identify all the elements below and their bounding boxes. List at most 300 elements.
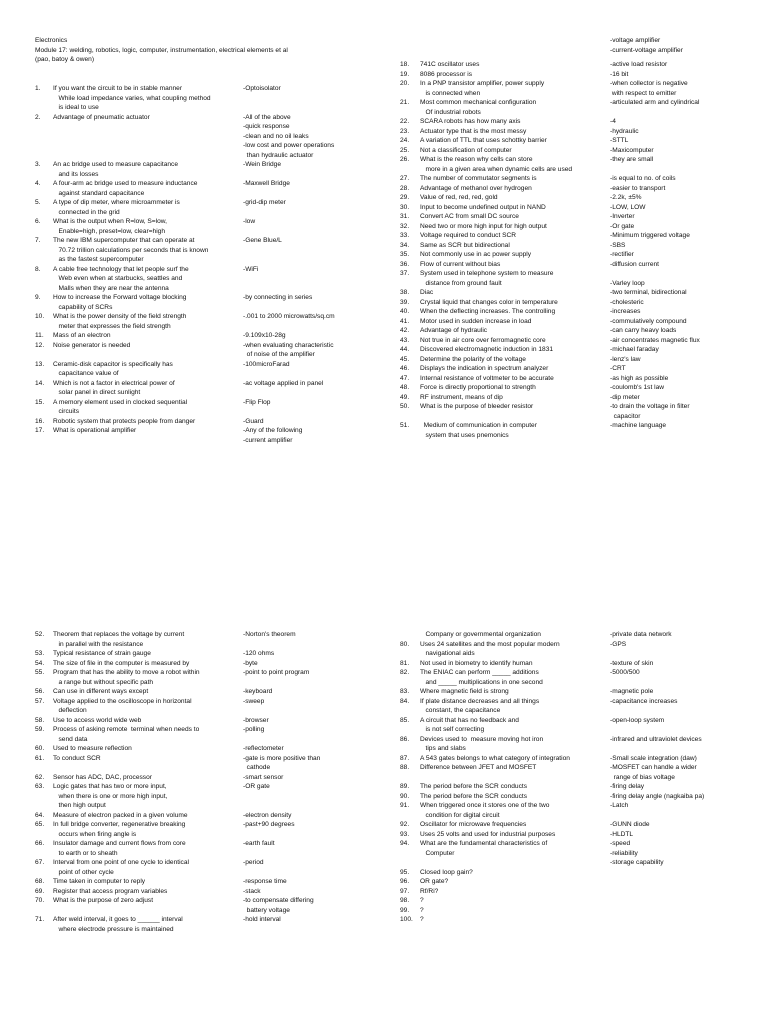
question-text: Use to access world wide web <box>53 716 142 724</box>
question-line <box>35 754 375 764</box>
question-text: The number of commutator segments is <box>420 175 537 182</box>
question-number: 33. <box>400 232 410 239</box>
answer-text: -All of the above <box>243 113 291 121</box>
question-text: How to increase the Forward voltage blocking <box>53 294 187 301</box>
answer-text: -Any of the following <box>243 427 303 434</box>
question-line <box>35 236 375 246</box>
question-line <box>35 735 375 745</box>
question-line <box>35 312 375 322</box>
question-number: 22. <box>400 118 410 125</box>
question-text: Oscillator for microwave frequencies <box>420 821 527 828</box>
question-line <box>35 341 375 351</box>
question-line <box>400 649 760 659</box>
question-text: Measure of electron packed in a given volume <box>53 811 188 819</box>
question-line <box>400 298 760 308</box>
question-line <box>400 630 760 640</box>
question-text: What is operational amplifier <box>53 427 137 434</box>
question-number: 57. <box>35 697 45 705</box>
question-text: Enable=high, preset=low, clear=high <box>53 227 165 235</box>
question-line <box>35 360 375 370</box>
question-line <box>400 60 760 70</box>
answer-text: -Wein Bridge <box>243 161 281 168</box>
question-line <box>400 108 760 118</box>
question-text: SCARA robots has how many axis <box>420 118 521 125</box>
answer-text: of noise of the amplifier <box>243 351 315 358</box>
question-number: 25. <box>400 146 410 154</box>
question-number: 51. <box>400 422 410 429</box>
answer-text: -active load resistor <box>610 61 668 68</box>
question-line <box>35 716 375 726</box>
question-text: Theorem that replaces the voltage by current <box>53 631 185 638</box>
question-number: 88. <box>400 764 410 771</box>
question-text: Process of asking remote terminal when needs to <box>53 726 200 733</box>
question-line <box>35 122 375 132</box>
answer-text: -Small scale integration (daw) <box>610 754 697 762</box>
question-text: What is the power density of the field strength <box>53 313 187 320</box>
question-line <box>35 792 375 802</box>
question-line <box>400 79 760 89</box>
question-number: 15. <box>35 398 45 406</box>
answer-text: -polling <box>243 726 265 733</box>
question-text: ? <box>420 906 424 914</box>
question-line <box>400 906 760 916</box>
question-line <box>400 155 760 165</box>
question-number: 7. <box>35 237 41 244</box>
question-number: 100. <box>400 916 413 923</box>
question-number: 9. <box>35 294 41 301</box>
question-text: When triggered once it stores one of the two <box>420 802 550 809</box>
question-text: A memory element used in clocked sequential <box>53 398 188 406</box>
answer-text: -STTL <box>610 137 629 144</box>
question-text: Medium of communication in computer <box>420 422 537 429</box>
question-line <box>400 345 760 355</box>
question-text: point of other cycle <box>53 868 114 876</box>
question-line <box>35 868 375 878</box>
question-number: 49. <box>400 393 410 401</box>
answer-text: -machine language <box>610 422 667 429</box>
question-line <box>400 697 760 707</box>
question-text: Interval from one point of one cycle to identical <box>53 859 189 866</box>
question-line <box>400 792 760 802</box>
question-text: A circuit that has no feedback and <box>420 716 519 724</box>
question-text: meter that expresses the field strength <box>53 322 171 330</box>
question-number: 34. <box>400 241 410 249</box>
answer-text: -speed <box>610 840 631 847</box>
question-line <box>35 170 375 180</box>
question-number: 32. <box>400 222 410 230</box>
question-line <box>400 431 760 441</box>
question-line <box>35 217 375 227</box>
question-line <box>400 355 760 365</box>
question-line <box>35 293 375 303</box>
question-line <box>400 174 760 184</box>
answer-text: -stack <box>243 887 261 895</box>
question-line <box>400 317 760 327</box>
question-number: 36. <box>400 260 410 268</box>
question-line <box>400 241 760 251</box>
question-number: 61. <box>35 754 45 762</box>
answer-text: -Varley loop <box>610 279 645 287</box>
answer-text: -low cost and power operations <box>243 142 335 149</box>
question-line <box>400 659 760 669</box>
question-number: 24. <box>400 137 410 144</box>
question-line <box>400 725 760 735</box>
question-number: 6. <box>35 218 41 225</box>
top-right-answer: -current-voltage amplifier <box>610 47 683 54</box>
question-text: navigational aids <box>420 650 475 657</box>
question-number: 60. <box>35 745 45 752</box>
question-line <box>400 231 760 241</box>
answer-text: -CRT <box>610 365 626 372</box>
answer-text: than hydraulic actuator <box>243 151 314 159</box>
question-text: distance from ground fault <box>420 279 502 287</box>
question-text: A four-arm ac bridge used to measure inductance <box>53 180 198 187</box>
question-line <box>400 687 760 697</box>
question-text: Not true in air core over ferromagnetic core <box>420 336 546 344</box>
question-line <box>35 265 375 275</box>
question-number: 11. <box>35 332 44 339</box>
question-number: 12. <box>35 341 45 349</box>
question-text: Advantage of pneumatic actuator <box>53 113 150 121</box>
question-text: tips and slabs <box>420 745 466 752</box>
question-number: 29. <box>400 194 410 201</box>
question-number: 38. <box>400 289 410 296</box>
answer-text: -private data network <box>610 631 672 638</box>
question-text: Web even when at starbucks, seattles and <box>53 275 183 282</box>
question-text: In full bridge converter, regenerative breaking <box>53 821 186 828</box>
question-line <box>35 887 375 897</box>
answer-text: -two terminal, bidirectional <box>610 289 687 296</box>
answer-text: -HLDTL <box>610 830 634 838</box>
answer-text: -Maxwell Bridge <box>243 180 290 187</box>
question-line <box>35 630 375 640</box>
question-text: Robotic system that protects people from danger <box>53 417 196 425</box>
question-line <box>400 849 760 859</box>
question-text: occurs when firing angle is <box>53 830 137 838</box>
question-text: Company or governmental organization <box>420 631 541 638</box>
question-text: Difference between JFET and MOSFET <box>420 764 537 771</box>
question-line <box>35 84 375 94</box>
question-line <box>35 322 375 332</box>
answer-text: -current amplifier <box>243 436 293 444</box>
question-text: OR gate? <box>420 878 449 885</box>
answer-text: -Maxicomputer <box>610 146 654 154</box>
question-number: 63. <box>35 783 45 790</box>
answer-text: -120 ohms <box>243 650 275 657</box>
question-text: Mass of an electron <box>53 332 111 339</box>
question-line <box>35 725 375 735</box>
answer-text: -smart sensor <box>243 773 284 781</box>
question-number: 71. <box>35 916 45 923</box>
question-line <box>400 735 760 745</box>
question-line <box>35 274 375 284</box>
answer-text: capacitor <box>610 412 641 420</box>
answer-text: -open-loop system <box>610 716 665 724</box>
question-line <box>35 640 375 650</box>
question-number: 30. <box>400 203 410 211</box>
question-text: Discovered electromagnetic induction in 1831 <box>420 346 554 353</box>
question-line <box>400 412 760 422</box>
answer-text: -ac voltage applied in panel <box>243 379 324 387</box>
answer-text: -when collector is negative <box>610 80 688 87</box>
question-text: Uses 24 satellites and the most popular modern <box>420 640 560 648</box>
answer-text: -as high as possible <box>610 374 669 382</box>
question-text: when there is one or more high input, <box>53 792 168 800</box>
question-number: 58. <box>35 716 45 724</box>
question-line <box>35 303 375 313</box>
answer-text: -lenz's law <box>610 355 641 363</box>
answer-text: -GUNN diode <box>610 821 650 828</box>
question-text: Typical resistance of strain gauge <box>53 650 151 657</box>
question-line <box>35 668 375 678</box>
question-number: 28. <box>400 184 410 192</box>
question-text: Used to measure reflection <box>53 745 132 752</box>
question-number: 16. <box>35 417 45 425</box>
column-bottom-left <box>35 630 375 934</box>
question-text: Which is not a factor in electrical power of <box>53 379 175 387</box>
question-line <box>35 208 375 218</box>
question-line <box>35 398 375 408</box>
question-number: 19. <box>400 70 410 78</box>
question-line <box>400 193 760 203</box>
question-text: The period before the SCR conducts <box>420 783 528 790</box>
question-text: send data <box>53 735 88 743</box>
question-line <box>400 165 760 175</box>
question-number: 83. <box>400 688 410 695</box>
question-line <box>35 697 375 707</box>
question-line <box>400 820 760 830</box>
question-number: 41. <box>400 317 410 325</box>
answer-text: -articulated arm and cylindrical <box>610 99 700 106</box>
question-line <box>35 284 375 294</box>
question-line <box>400 136 760 146</box>
question-text: constant, the capacitance <box>420 707 501 714</box>
question-text: Computer <box>420 849 455 857</box>
question-line <box>400 782 760 792</box>
question-line <box>400 754 760 764</box>
question-text: Not used in biometry to identify human <box>420 659 533 667</box>
question-line <box>400 858 760 868</box>
question-text: A 543 gates belongs to what category of integration <box>420 754 570 762</box>
question-line <box>35 763 375 773</box>
question-text: Malls when they are near the antenna <box>53 284 169 292</box>
question-text: is ideal to use <box>53 104 99 111</box>
question-text: in parallel with the resistance <box>53 640 144 648</box>
question-text: In a PNP transistor amplifier, power supply <box>420 80 545 87</box>
question-number: 13. <box>35 360 45 368</box>
question-number: 67. <box>35 859 45 866</box>
answer-text: -Guard <box>243 417 264 425</box>
answer-text: -cholesteric <box>610 298 644 306</box>
question-text: The period before the SCR conducts <box>420 792 528 800</box>
answer-text: -to compensate differing <box>243 897 314 904</box>
question-text: System used in telephone system to measure <box>420 270 554 277</box>
question-text: Register that access program variables <box>53 887 168 895</box>
question-text: Voltage applied to the oscilloscope in horizontal <box>53 697 192 705</box>
answer-text: cathode <box>243 764 271 771</box>
question-text: Value of red, red, red, gold <box>420 194 498 201</box>
question-text: Internal resistance of voltmeter to be accurate <box>420 374 554 382</box>
question-number: 43. <box>400 336 410 344</box>
answer-text: -byte <box>243 659 258 667</box>
question-text: Can use in different ways except <box>53 688 149 695</box>
question-number: 70. <box>35 897 45 904</box>
question-text: What is the purpose of bleeder resistor <box>420 403 534 410</box>
question-line <box>35 659 375 669</box>
answer-text: -coulomb's 1st law <box>610 384 665 391</box>
question-line <box>400 877 760 887</box>
question-line <box>35 103 375 113</box>
answer-text: -electron density <box>243 811 292 819</box>
question-number: 93. <box>400 830 410 838</box>
answer-text: -reliability <box>610 849 638 857</box>
answer-text: -gate is more positive than <box>243 754 321 762</box>
question-line <box>400 716 760 726</box>
question-text: Program that has the ability to move a robot within <box>53 669 200 676</box>
question-text: RF instrument, means of dip <box>420 393 503 401</box>
answer-text: -period <box>243 859 264 866</box>
question-line <box>35 706 375 716</box>
question-text: If you want the circuit to be in stable manner <box>53 85 183 92</box>
question-number: 84. <box>400 697 410 705</box>
question-line <box>400 801 760 811</box>
question-number: 31. <box>400 213 410 220</box>
question-line <box>35 189 375 199</box>
answer-text: -.001 to 2000 microwatts/sq.cm <box>243 313 335 320</box>
question-line <box>35 227 375 237</box>
question-number: 45. <box>400 355 410 363</box>
question-text: is connected when <box>420 89 481 97</box>
question-text: Noise generator is needed <box>53 341 131 349</box>
answer-text: -past+90 degrees <box>243 821 295 828</box>
question-line <box>35 151 375 161</box>
question-line <box>35 369 375 379</box>
answer-text: -grid-dip meter <box>243 199 286 206</box>
question-text: Convert AC from small DC source <box>420 213 519 220</box>
question-line <box>400 203 760 213</box>
answer-text: -commulatively compound <box>610 317 687 325</box>
question-text: The size of file in the computer is measured by <box>53 659 190 667</box>
question-line <box>400 402 760 412</box>
question-text: Sensor has ADC, DAC, processor <box>53 773 152 781</box>
answer-text: -infrared and ultraviolet devices <box>610 735 702 743</box>
question-line <box>35 198 375 208</box>
question-text: While load impedance varies, what coupling method <box>53 94 211 102</box>
question-line <box>400 260 760 270</box>
answer-text: -easier to transport <box>610 184 666 192</box>
answer-text: -OR gate <box>243 783 270 790</box>
question-number: 26. <box>400 156 410 163</box>
question-line <box>400 184 760 194</box>
question-number: 56. <box>35 688 45 695</box>
question-line <box>35 896 375 906</box>
question-number: 42. <box>400 327 410 334</box>
question-number: 3. <box>35 161 41 168</box>
question-number: 50. <box>400 403 410 410</box>
header-line: (pao, batoy & owen) <box>35 56 95 64</box>
answer-text: -LOW, LOW <box>610 203 646 211</box>
question-line <box>400 383 760 393</box>
question-text: If plate distance decreases and all things <box>420 697 540 705</box>
question-line <box>35 417 375 427</box>
question-line <box>35 915 375 925</box>
question-line <box>400 336 760 346</box>
question-line <box>400 127 760 137</box>
question-text: The new IBM supercomputer that can operate at <box>53 237 195 244</box>
answer-text: -Optoisolator <box>243 85 281 92</box>
answer-text: -Norton's theorem <box>243 631 296 638</box>
answer-text: -to drain the voltage in filter <box>610 403 690 410</box>
question-number: 44. <box>400 346 410 353</box>
question-number: 68. <box>35 878 45 885</box>
answer-text: -earth fault <box>243 840 275 847</box>
question-text: A cable free technology that let people surf the <box>53 265 189 273</box>
answer-text: -clean and no oil leaks <box>243 132 309 140</box>
question-text: 70.72 trillion calculations per seconds that is known <box>53 246 209 254</box>
answer-text: -firing delay <box>610 783 645 790</box>
question-text: Of industrial robots <box>420 108 481 116</box>
answer-text: -magnetic pole <box>610 688 654 695</box>
question-line <box>400 89 760 99</box>
question-text: circuits <box>53 408 80 415</box>
answer-text: -keyboard <box>243 688 273 695</box>
question-text: solar panel in direct sunlight <box>53 389 141 396</box>
question-line <box>400 763 760 773</box>
answer-text: -point to point program <box>243 669 310 676</box>
answer-text: -can carry heavy loads <box>610 327 677 334</box>
question-number: 90. <box>400 792 410 800</box>
question-text: is not self correcting <box>420 726 485 733</box>
question-text: After weld interval, it goes to ______ interval <box>53 916 183 923</box>
question-number: 82. <box>400 669 410 676</box>
question-number: 40. <box>400 308 410 315</box>
question-text: and its losses <box>53 170 99 178</box>
question-number: 85. <box>400 716 410 724</box>
question-number: 8. <box>35 265 41 273</box>
answer-text: -increases <box>610 308 641 315</box>
answer-text: -16 bit <box>610 70 629 78</box>
question-number: 21. <box>400 99 410 106</box>
answer-text: -michael faraday <box>610 346 659 353</box>
question-number: 20. <box>400 80 410 87</box>
question-line <box>400 307 760 317</box>
question-text: 741C oscillator uses <box>420 61 480 68</box>
question-line <box>35 678 375 688</box>
answer-text: with respect to emitter <box>610 89 677 97</box>
answer-text: -by connecting in series <box>243 294 313 301</box>
answer-text: -hold interval <box>243 916 281 923</box>
question-text: Devices used to measure moving hot iron <box>420 735 544 743</box>
question-number: 53. <box>35 650 45 657</box>
answer-text: -reflectometer <box>243 745 284 752</box>
document-header <box>35 36 288 65</box>
question-line <box>35 350 375 360</box>
question-text: deflection <box>53 707 87 714</box>
question-line <box>400 640 760 650</box>
answer-text: -Minimum triggered voltage <box>610 232 690 239</box>
question-line <box>400 117 760 127</box>
answer-text: -MOSFET can handle a wider <box>610 764 697 771</box>
question-text: A type of dip meter, where microammeter is <box>53 199 180 206</box>
question-text: 8086 processor is <box>420 70 473 78</box>
answer-text: -diffusion current <box>610 260 659 268</box>
answer-text: -browser <box>243 716 269 724</box>
question-line <box>400 773 760 783</box>
answer-text: -Or gate <box>610 222 635 230</box>
question-line <box>400 288 760 298</box>
question-number: 98. <box>400 897 410 904</box>
question-number: 17. <box>35 427 45 434</box>
